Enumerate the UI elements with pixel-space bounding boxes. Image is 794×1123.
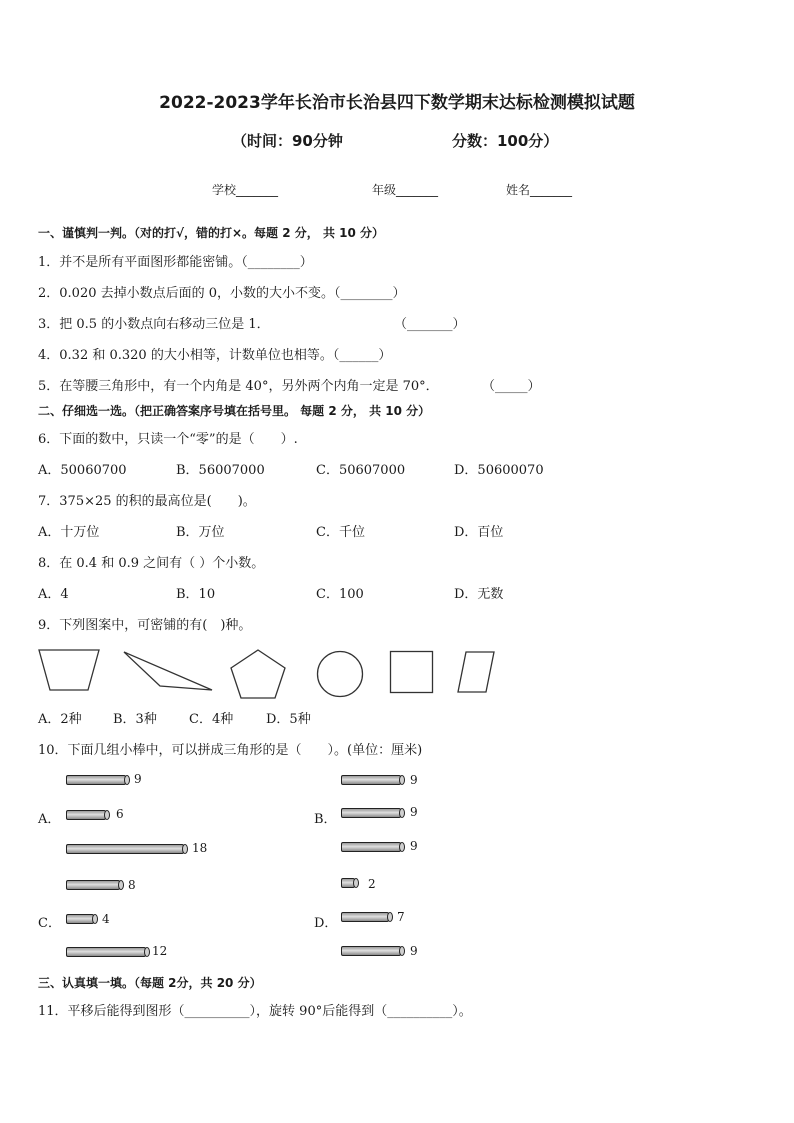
rod-icon (341, 775, 401, 785)
rod-length-label: 8 (128, 878, 136, 892)
q10-option-a[interactable]: A． (38, 812, 61, 827)
q8-option-a[interactable]: A．4 (38, 587, 69, 602)
question-3-blank[interactable]: （_______） (394, 317, 466, 332)
q9-option-b[interactable]: B．3种 (113, 712, 157, 727)
q7-option-c[interactable]: C．千位 (316, 525, 365, 540)
question-7: 7．375×25 的积的最高位是( )。 (38, 494, 256, 509)
question-6: 6．下面的数中，只读一个“零”的是（ ）. (38, 432, 298, 447)
page-title: 2022-2023学年长治市长治县四下数学期末达标检测模拟试题 (159, 93, 635, 113)
q7-option-b[interactable]: B．万位 (176, 525, 225, 540)
pentagon-icon (229, 648, 287, 700)
q9-option-a[interactable]: A．2种 (38, 712, 82, 727)
q10-option-b[interactable]: B． (314, 812, 337, 827)
rod-icon (341, 808, 401, 818)
q8-option-c[interactable]: C．100 (316, 587, 364, 602)
square-icon (389, 650, 435, 694)
question-8: 8．在 0.4 和 0.9 之间有（ ）个小数。 (38, 556, 265, 571)
parallelogram-icon (456, 650, 496, 694)
q6-option-a[interactable]: A．50060700 (38, 463, 127, 478)
question-3: 3．把 0.5 的小数点向右移动三位是 1． (38, 317, 270, 332)
section-2-heading: 二、仔细选一选。（把正确答案序号填在括号里。 每题 2 分， 共 10 分） (38, 404, 431, 418)
rod-length-label: 6 (116, 807, 124, 821)
rod-length-label: 12 (152, 944, 168, 958)
rod-icon (66, 775, 126, 785)
question-11: 11．平移后能得到图形（__________），旋转 90°后能得到（__________）。 (38, 1004, 472, 1019)
rod-icon (341, 842, 401, 852)
q7-option-d[interactable]: D．百位 (454, 525, 504, 540)
rod-icon (66, 914, 94, 924)
question-5-blank[interactable]: （_____） (482, 379, 541, 394)
question-4: 4．0.32 和 0.320 的大小相等，计数单位也相等。（______） (38, 348, 392, 363)
q6-option-d[interactable]: D．50600070 (454, 463, 544, 478)
q9-option-c[interactable]: C．4种 (189, 712, 234, 727)
q10-option-d[interactable]: D． (314, 916, 338, 931)
q7-option-a[interactable]: A．十万位 (38, 525, 100, 540)
exam-time: （时间：90分钟 (232, 132, 343, 150)
rod-length-label: 9 (410, 944, 418, 958)
question-9: 9．下列图案中，可密铺的有( )种。 (38, 618, 252, 633)
q8-option-b[interactable]: B．10 (176, 587, 216, 602)
rod-icon (66, 947, 146, 957)
q8-option-d[interactable]: D．无数 (454, 587, 504, 602)
rod-icon (66, 844, 184, 854)
rod-length-label: 9 (410, 805, 418, 819)
rod-length-label: 9 (410, 839, 418, 853)
name-field[interactable]: 姓名_______ (506, 183, 573, 197)
q6-option-b[interactable]: B．56007000 (176, 463, 265, 478)
question-2: 2．0.020 去掉小数点后面的 0，小数的大小不变。（________） (38, 286, 406, 301)
rod-length-label: 2 (368, 877, 376, 891)
rod-length-label: 18 (192, 841, 208, 855)
q6-option-c[interactable]: C．50607000 (316, 463, 406, 478)
rod-icon (341, 946, 401, 956)
rod-length-label: 9 (410, 773, 418, 787)
section-1-heading: 一、谨慎判一判。（对的打√，错的打×。每题 2 分， 共 10 分） (38, 226, 384, 240)
grade-field[interactable]: 年级_______ (372, 183, 439, 197)
question-1: 1．并不是所有平面图形都能密铺。（________） (38, 255, 313, 270)
rod-icon (66, 810, 106, 820)
rod-length-label: 4 (102, 912, 110, 926)
exam-score: 分数：100分） (452, 132, 559, 150)
q9-option-d[interactable]: D．5种 (266, 712, 311, 727)
rod-icon (66, 880, 120, 890)
question-10: 10．下面几组小棒中，可以拼成三角形的是（ ）。(单位：厘米) (38, 743, 423, 758)
trapezoid-icon (38, 648, 100, 692)
question-5: 5．在等腰三角形中，有一个内角是 40°，另外两个内角一定是 70°． (38, 379, 439, 394)
section-3-heading: 三、认真填一填。（每题 2分，共 20 分） (38, 976, 262, 990)
rod-length-label: 7 (397, 910, 405, 924)
triangle-icon (122, 648, 214, 692)
circle-icon (315, 650, 365, 698)
rod-icon (341, 912, 389, 922)
rod-length-label: 9 (134, 772, 142, 786)
q10-option-c[interactable]: C． (38, 916, 61, 931)
rod-icon (341, 878, 355, 888)
school-field[interactable]: 学校_______ (212, 183, 279, 197)
